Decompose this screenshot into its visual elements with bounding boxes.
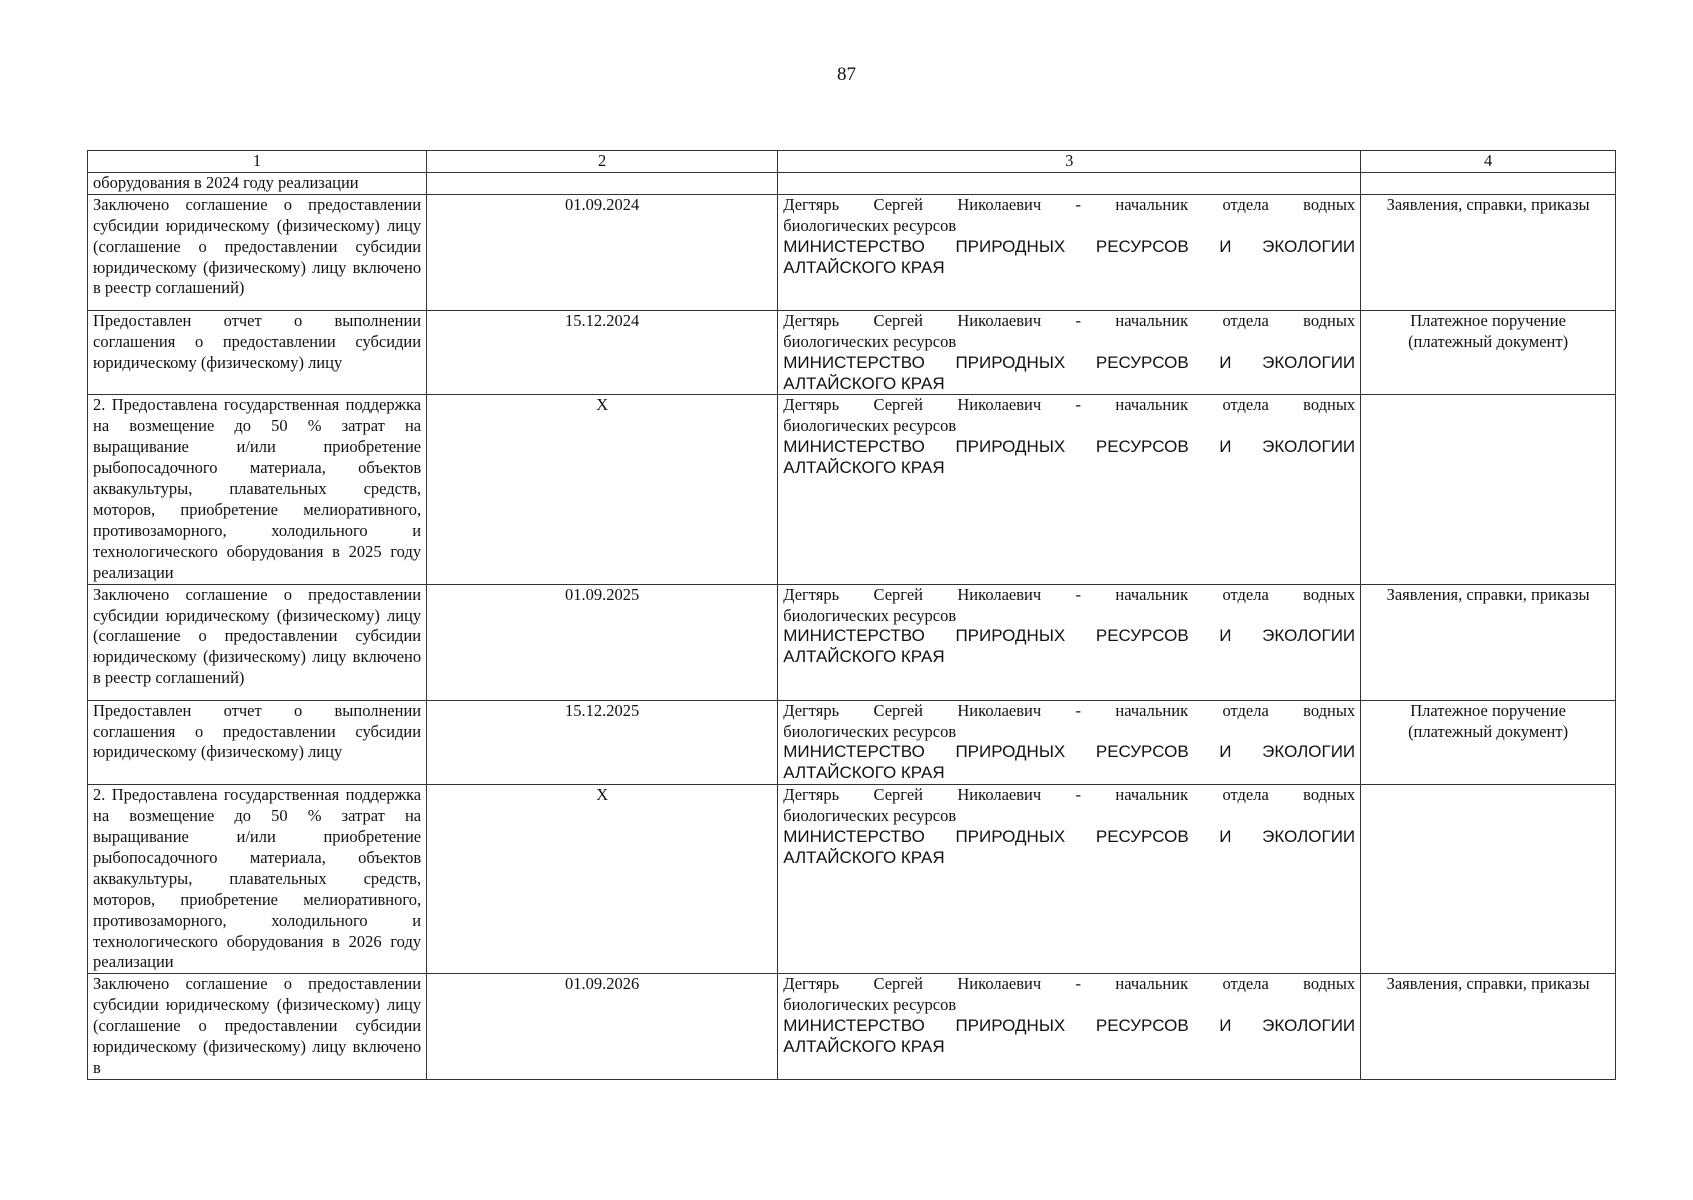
cell-documents: Платежное поручение (платежный документ) xyxy=(1361,700,1616,785)
cell-date: 01.09.2024 xyxy=(427,194,778,310)
cell-responsible xyxy=(778,310,1361,395)
responsible-organization: МИНИСТЕРСТВО ПРИРОДНЫХ РЕСУРСОВ И ЭКОЛОГИИ АЛТАЙСКОГО КРАЯ xyxy=(783,626,1356,667)
responsible-organization: МИНИСТЕРСТВО ПРИРОДНЫХ РЕСУРСОВ И ЭКОЛОГИИ АЛТАЙСКОГО КРАЯ xyxy=(783,1016,1356,1057)
cell-documents: Заявления, справки, приказы xyxy=(1361,194,1616,310)
cell-event: оборудования в 2024 году реализации xyxy=(88,172,427,194)
cell-responsible xyxy=(778,974,1361,1080)
cell-date: 15.12.2024 xyxy=(427,310,778,395)
cell-date: 01.09.2025 xyxy=(427,584,778,700)
cell-event: Предоставлен отчет о выполнении соглашения о предоставлении субсидии юридическому (физическому) лицу xyxy=(88,310,427,395)
responsible-person: Дегтярь Сергей Николаевич - начальник отдела водных xyxy=(783,395,1356,415)
cell-event: Заключено соглашение о предоставлении субсидии юридическому (физическому) лицу (соглашение о предоставлении субсидии юридическому (физическому) лицу включено в реестр соглашений) xyxy=(88,194,427,310)
table-row xyxy=(88,310,1616,395)
cell-responsible xyxy=(778,194,1361,310)
column-header: 3 xyxy=(778,151,1361,173)
cell-responsible xyxy=(778,584,1361,700)
cell-date: 15.12.2025 xyxy=(427,700,778,785)
column-header: 1 xyxy=(88,151,427,173)
responsible-department: биологических ресурсов xyxy=(783,215,957,235)
table-row xyxy=(88,395,1616,584)
activity-table xyxy=(87,150,1616,1080)
responsible-department: биологических ресурсов xyxy=(783,806,957,826)
cell-date xyxy=(427,172,778,194)
cell-date: X xyxy=(427,395,778,584)
column-header: 4 xyxy=(1361,151,1616,173)
responsible-organization: МИНИСТЕРСТВО ПРИРОДНЫХ РЕСУРСОВ И ЭКОЛОГИИ АЛТАЙСКОГО КРАЯ xyxy=(783,437,1356,478)
cell-documents xyxy=(1361,785,1616,974)
cell-documents: Платежное поручение (платежный документ) xyxy=(1361,310,1616,395)
cell-responsible xyxy=(778,395,1361,584)
responsible-person: Дегтярь Сергей Николаевич - начальник отдела водных xyxy=(783,974,1356,994)
cell-documents xyxy=(1361,172,1616,194)
cell-event: 2. Предоставлена государственная поддержка на возмещение до 50 % затрат на выращивание и/или приобретение рыбопосадочного материала, объектов аквакультуры, плавательных средств, моторов, приобретение мелиоративного, противозаморного, холодильного и технологического оборудования в 2025 году реализации xyxy=(88,395,427,584)
cell-event: Предоставлен отчет о выполнении соглашения о предоставлении субсидии юридическому (физическому) лицу xyxy=(88,700,427,785)
table-row xyxy=(88,584,1616,700)
cell-date: X xyxy=(427,785,778,974)
table-row xyxy=(88,785,1616,974)
table-row xyxy=(88,172,1616,194)
cell-event: Заключено соглашение о предоставлении субсидии юридическому (физическому) лицу (соглашение о предоставлении субсидии юридическому (физическому) лицу включено в xyxy=(88,974,427,1080)
responsible-organization: МИНИСТЕРСТВО ПРИРОДНЫХ РЕСУРСОВ И ЭКОЛОГИИ АЛТАЙСКОГО КРАЯ xyxy=(783,352,1356,393)
cell-event: 2. Предоставлена государственная поддержка на возмещение до 50 % затрат на выращивание и/или приобретение рыбопосадочного материала, объектов аквакультуры, плавательных средств, моторов, приобретение мелиоративного, противозаморного, холодильного и технологического оборудования в 2026 году реализации xyxy=(88,785,427,974)
responsible-department: биологических ресурсов xyxy=(783,605,957,625)
responsible-organization: МИНИСТЕРСТВО ПРИРОДНЫХ РЕСУРСОВ И ЭКОЛОГИИ АЛТАЙСКОГО КРАЯ xyxy=(783,236,1356,277)
responsible-person: Дегтярь Сергей Николаевич - начальник отдела водных xyxy=(783,194,1356,214)
responsible-person: Дегтярь Сергей Николаевич - начальник отдела водных xyxy=(783,584,1356,604)
table-row xyxy=(88,974,1616,1080)
responsible-organization: МИНИСТЕРСТВО ПРИРОДНЫХ РЕСУРСОВ И ЭКОЛОГИИ АЛТАЙСКОГО КРАЯ xyxy=(783,827,1356,867)
responsible-department: биологических ресурсов xyxy=(783,721,957,741)
table-header-row xyxy=(88,151,1616,173)
responsible-person: Дегтярь Сергей Николаевич - начальник отдела водных xyxy=(783,785,1356,805)
cell-responsible xyxy=(778,700,1361,785)
column-header: 2 xyxy=(427,151,778,173)
table-body xyxy=(88,172,1616,1079)
table-row xyxy=(88,700,1616,785)
page-number: 87 xyxy=(837,64,856,85)
cell-event: Заключено соглашение о предоставлении субсидии юридическому (физическому) лицу (соглашение о предоставлении субсидии юридическому (физическому) лицу включено в реестр соглашений) xyxy=(88,584,427,700)
cell-date: 01.09.2026 xyxy=(427,974,778,1080)
responsible-organization: МИНИСТЕРСТВО ПРИРОДНЫХ РЕСУРСОВ И ЭКОЛОГИИ АЛТАЙСКОГО КРАЯ xyxy=(783,742,1356,783)
responsible-department: биологических ресурсов xyxy=(783,995,957,1015)
responsible-department: биологических ресурсов xyxy=(783,416,957,436)
cell-documents xyxy=(1361,395,1616,584)
responsible-department: биологических ресурсов xyxy=(783,331,957,351)
cell-documents: Заявления, справки, приказы xyxy=(1361,974,1616,1080)
cell-documents: Заявления, справки, приказы xyxy=(1361,584,1616,700)
table-row xyxy=(88,194,1616,310)
cell-responsible xyxy=(778,785,1361,974)
responsible-person: Дегтярь Сергей Николаевич - начальник отдела водных xyxy=(783,700,1356,720)
responsible-person: Дегтярь Сергей Николаевич - начальник отдела водных xyxy=(783,310,1356,330)
cell-responsible xyxy=(778,172,1361,194)
